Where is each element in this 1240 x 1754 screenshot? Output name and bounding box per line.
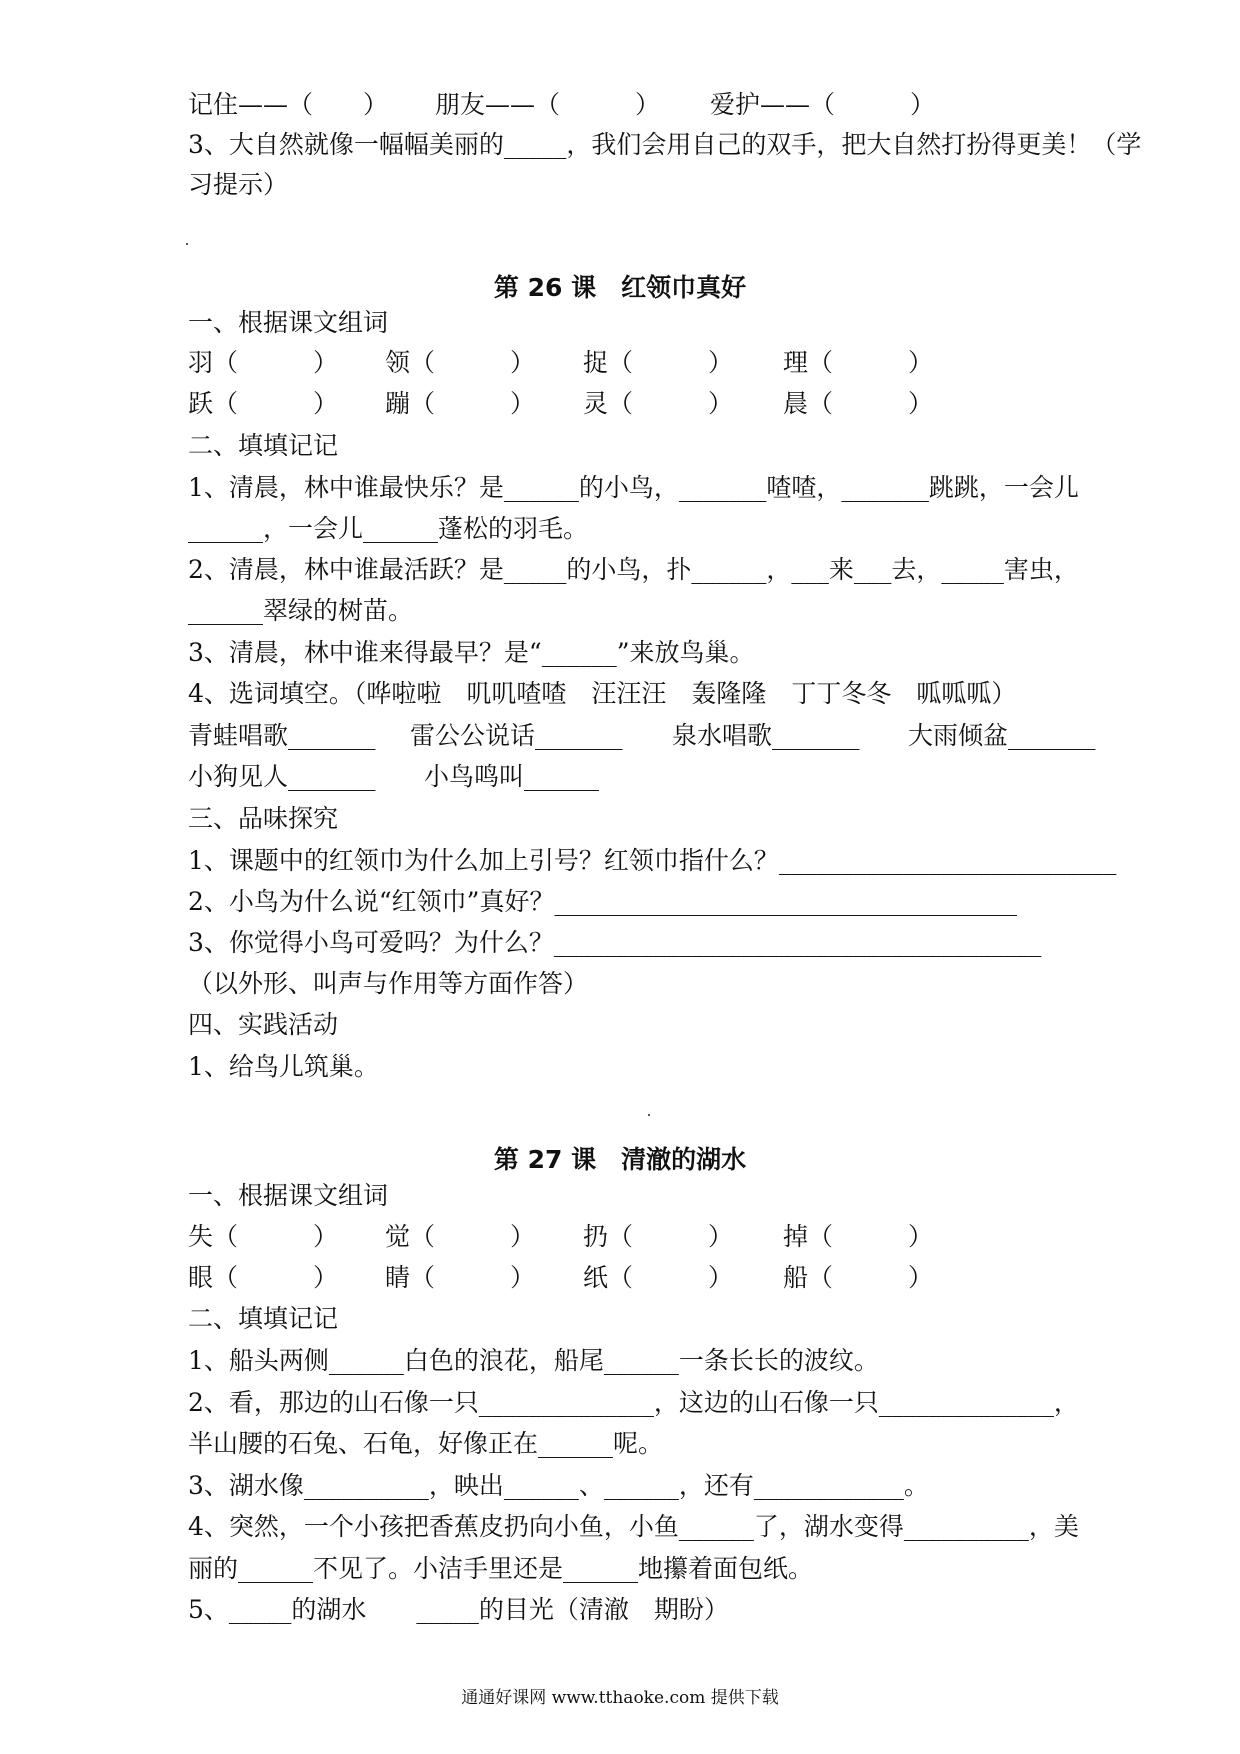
scan-speck: [648, 1114, 650, 1116]
word-group-item: 纸（ ）: [583, 1263, 734, 1292]
question-line: 3、你觉得小鸟可爱吗？为什么？_______________________________________: [188, 928, 1042, 957]
section-heading: 四、实践活动: [188, 1010, 339, 1039]
page-footer: 通通好课网 www.tthaoke.com 提供下载: [461, 1688, 779, 1708]
word-group-item: 觉（ ）: [385, 1222, 536, 1251]
question-line: 2、小鸟为什么说“红领巾”真好？_____________________________________: [188, 887, 1017, 916]
question-line: 1、船头两侧______白色的浪花，船尾______一条长长的波纹。: [188, 1346, 879, 1375]
section-heading: 一、根据课文组词: [188, 308, 389, 337]
question-line: 4、选词填空。（哗啦啦 叽叽喳喳 汪汪汪 轰隆隆 丁丁冬冬 呱呱呱）: [188, 679, 1017, 708]
word-group-item: 领（ ）: [385, 348, 536, 377]
question-line: 3、大自然就像一幅幅美丽的_____，我们会用自己的双手，把大自然打扮得更美！（学: [188, 130, 1142, 159]
word-group-item: 睛（ ）: [385, 1263, 536, 1292]
fill-item: 小狗见人_______: [188, 762, 376, 791]
word-group-item: 眼（ ）: [188, 1263, 339, 1292]
word-group-item: 晨（ ）: [783, 389, 934, 418]
fill-item: 大雨倾盆_______: [908, 721, 1096, 750]
question-line: ______，一会儿______蓬松的羽毛。: [188, 514, 589, 543]
word-group-item: 蹦（ ）: [385, 389, 536, 418]
question-line: 习提示）: [188, 170, 289, 199]
lesson-26-title: 第 26 课 红领巾真好: [493, 273, 747, 302]
section-heading: 一、根据课文组词: [188, 1181, 389, 1210]
question-line: 2、看，那边的山石像一只______________，这边的山石像一只______________，: [188, 1388, 1079, 1417]
word-group-item: 灵（ ）: [583, 389, 734, 418]
scan-speck: [186, 243, 188, 245]
question-line: 3、清晨，林中谁来得最早？是“______”来放鸟巢。: [188, 638, 755, 667]
section-heading: 二、填填记记: [188, 431, 339, 460]
answer-hint: （以外形、叫声与作用等方面作答）: [188, 969, 589, 998]
word-group-item: 失（ ）: [188, 1222, 339, 1251]
fill-item: 青蛙唱歌_______: [188, 721, 376, 750]
question-line: 4、突然，一个小孩把香蕉皮扔向小鱼，小鱼______了，湖水变得__________，美: [188, 1512, 1079, 1541]
word-group-item: 羽（ ）: [188, 348, 339, 377]
question-line: 1、课题中的红领巾为什么加上引号？红领巾指什么？___________________________: [188, 846, 1117, 875]
section-heading: 三、品味探究: [188, 804, 339, 833]
question-line: 丽的______不见了。小洁手里还是______地攥着面包纸。: [188, 1554, 814, 1583]
question-line: 3、湖水像__________，映出______、______，还有____________。: [188, 1471, 929, 1500]
word-group-item: 船（ ）: [783, 1263, 934, 1292]
word-group-item: 掉（ ）: [783, 1222, 934, 1251]
question-line: ______翠绿的树苗。: [188, 596, 414, 625]
question-line: 5、_____的湖水 _____的目光（清澈 期盼）: [188, 1595, 729, 1624]
fill-item: 雷公公说话_______: [410, 721, 623, 750]
question-line: 1、清晨，林中谁最快乐？是______的小鸟，_______喳喳，_______跳跳，一会儿: [188, 473, 1079, 502]
word-group-item: 跃（ ）: [188, 389, 339, 418]
vocab-item: 朋友——（ ）: [435, 90, 661, 119]
fill-item: 泉水唱歌_______: [672, 721, 860, 750]
section-heading: 二、填填记记: [188, 1304, 339, 1333]
word-group-item: 扔（ ）: [583, 1222, 734, 1251]
lesson-27-title: 第 27 课 清澈的湖水: [493, 1145, 747, 1174]
fill-item: 小鸟鸣叫______: [424, 762, 600, 791]
word-group-item: 捉（ ）: [583, 348, 734, 377]
question-line: 半山腰的石兔、石龟，好像正在______呢。: [188, 1429, 664, 1458]
word-group-item: 理（ ）: [783, 348, 934, 377]
question-line: 2、清晨，林中谁最活跃？是_____的小鸟，扑______，___来___去，_____害虫，: [188, 555, 1079, 584]
question-line: 1、给鸟儿筑巢。: [188, 1052, 379, 1081]
vocab-item: 记住——（ ）: [188, 90, 389, 119]
vocab-item: 爱护——（ ）: [710, 90, 936, 119]
